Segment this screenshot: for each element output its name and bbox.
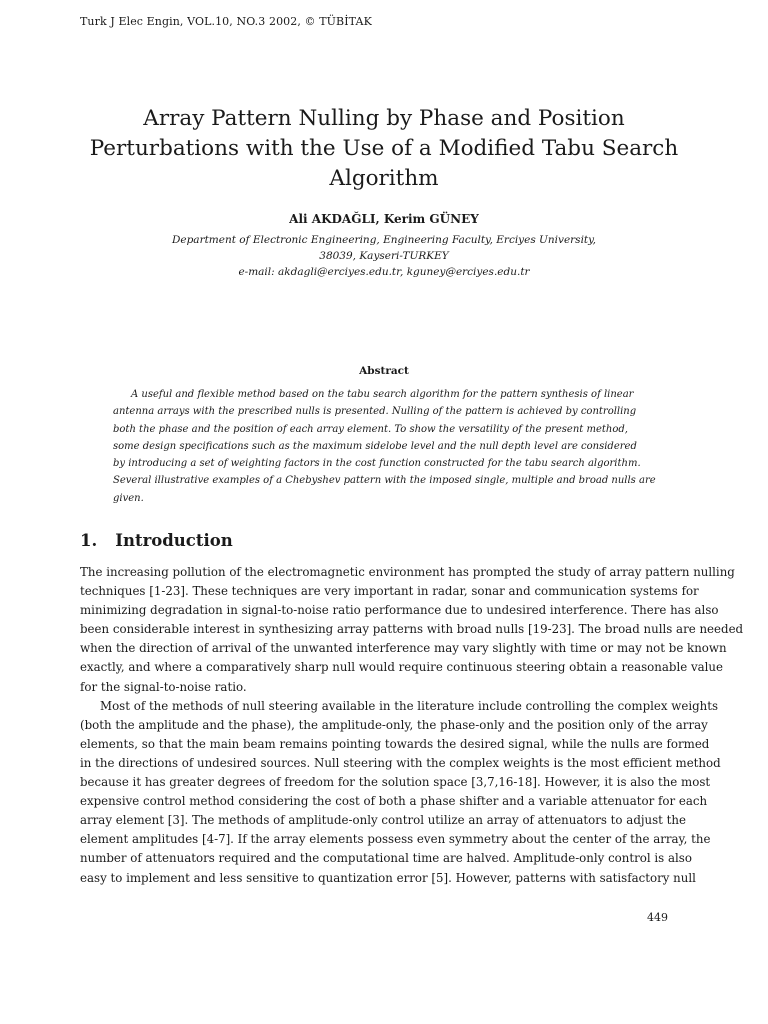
body-line: been considerable interest in synthesizing array patterns with broad nulls [19-23]. The broad nulls are needed <box>80 622 744 637</box>
section-heading <box>80 531 233 550</box>
title-line: Perturbations with the Use of a Modified Tabu Search <box>89 136 679 161</box>
abstract-line: both the phase and the position of each array element. To show the versatility of the present method, <box>113 423 628 435</box>
body-line: number of attenuators required and the computational time are halved. Amplitude-only control is also <box>80 851 692 866</box>
body-line: easy to implement and less sensitive to quantization error [5]. However, patterns with satisfactory null <box>80 870 696 885</box>
body-line: element amplitudes [4-7]. If the array elements possess even symmetry about the center of the array, the <box>80 832 711 847</box>
abstract-line: given. <box>113 492 144 504</box>
title-line: Algorithm <box>329 166 439 191</box>
abstract-heading: Abstract <box>359 365 409 377</box>
affiliation <box>100 232 668 280</box>
body-line: elements, so that the main beam remains pointing towards the desired signal, while the nulls are formed <box>80 736 710 751</box>
body-line: (both the amplitude and the phase), the amplitude-only, the phase-only and the position only of the array <box>80 717 708 732</box>
body-line: minimizing degradation in signal-to-noise ratio performance due to undesired interference. There has also <box>80 603 719 618</box>
body-line: exactly, and where a comparatively sharp null would require continuous steering obtain a reasonable value <box>80 660 724 675</box>
paper-title <box>60 104 708 194</box>
body-text <box>80 563 744 888</box>
page-number: 449 <box>647 911 668 924</box>
body-line: because it has greater degrees of freedom for the solution space [3,7,16-18]. However, it is also the most <box>80 775 711 790</box>
running-head: Turk J Elec Engin, VOL.10, NO.3 2002, © TÜBİTAK <box>80 15 372 28</box>
body-line: expensive control method considering the cost of both a phase shifter and a variable attenuator for each <box>80 794 708 809</box>
body-line: Most of the methods of null steering available in the literature include controlling the complex weights <box>100 698 719 713</box>
affiliation-line: 38039, Kayseri-TURKEY <box>319 250 449 262</box>
section-title: Introduction <box>115 531 233 550</box>
email-line: e-mail: akdagli@erciyes.edu.tr, kguney@erciyes.edu.tr <box>238 266 530 278</box>
abstract-body <box>113 386 667 507</box>
affiliation-line: Department of Electronic Engineering, Engineering Faculty, Erciyes University, <box>171 234 597 246</box>
abstract-line: antenna arrays with the prescribed nulls is presented. Nulling of the pattern is achieved by controlling <box>113 406 637 418</box>
body-line: for the signal-to-noise ratio. <box>80 679 247 694</box>
title-line: Array Pattern Nulling by Phase and Position <box>143 106 625 131</box>
body-line: array element [3]. The methods of amplitude-only control utilize an array of attenuators to adjust the <box>80 813 686 828</box>
abstract-line: some design specifications such as the maximum sidelobe level and the null depth level are considered <box>113 440 637 452</box>
section-number: 1. <box>80 531 98 550</box>
abstract-line: by introducing a set of weighting factors in the cost function constructed for the tabu search algorithm. <box>113 458 641 470</box>
body-line: in the directions of undesired sources. Null steering with the complex weights is the most efficient method <box>80 755 721 770</box>
abstract-line: Several illustrative examples of a Chebyshev pattern with the imposed single, multiple and broad nulls are <box>113 475 656 487</box>
body-line: when the direction of arrival of the unwanted interference may vary slightly with time or may not be known <box>80 641 727 656</box>
authors: Ali AKDAĞLI, Kerim GÜNEY <box>289 212 479 226</box>
body-line: techniques [1-23]. These techniques are very important in radar, sonar and communication systems for <box>80 584 699 599</box>
abstract-line: A useful and flexible method based on the tabu search algorithm for the pattern synthesis of linear <box>131 389 634 400</box>
body-line: The increasing pollution of the electromagnetic environment has prompted the study of array pattern nulling <box>80 565 735 579</box>
